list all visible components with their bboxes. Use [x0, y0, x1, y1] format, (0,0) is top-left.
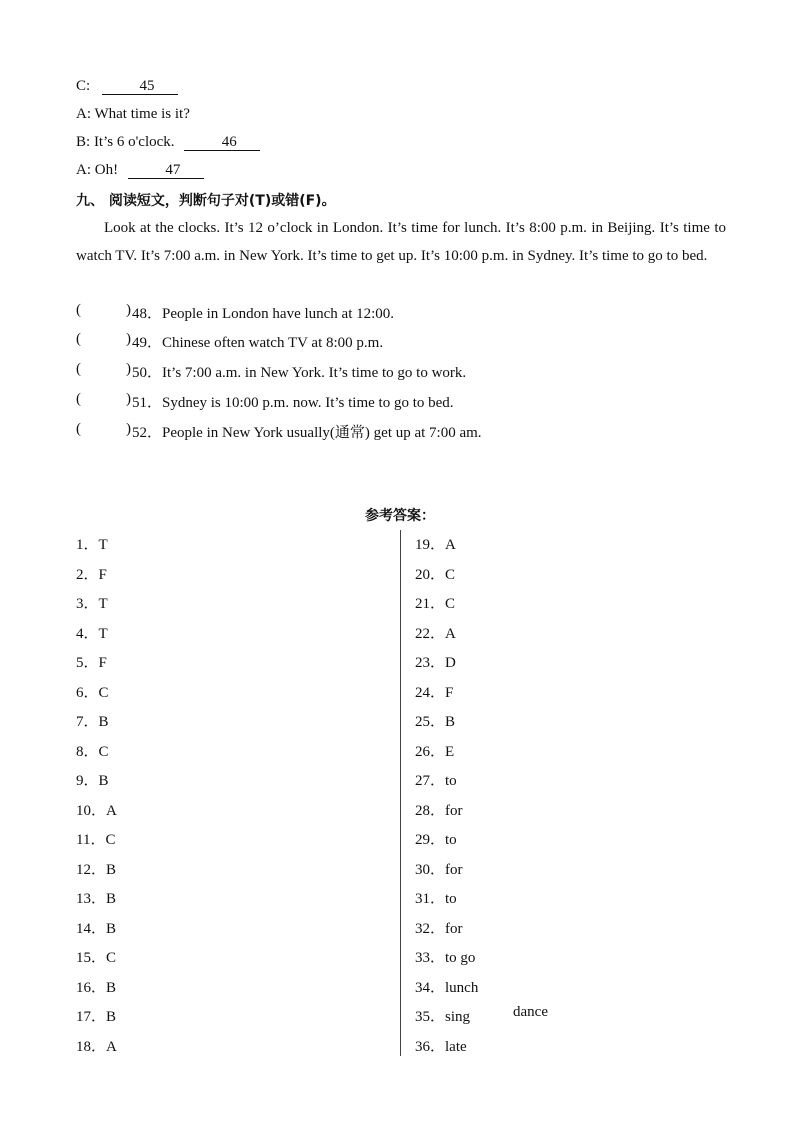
answer-item: 19．A	[415, 537, 456, 553]
answer-item: 29．to	[415, 832, 457, 848]
answer-item: 13．B	[76, 891, 117, 907]
dialogue-line-a2	[76, 162, 204, 179]
answer-blank-46: 46	[184, 135, 260, 151]
answer-item: 28．for	[415, 802, 463, 819]
dialogue-speaker: B:	[76, 134, 91, 150]
answer-blank-47: 47	[128, 163, 204, 179]
answer-35-extra: dance	[513, 1004, 548, 1020]
answer-paren-open: (	[76, 331, 81, 347]
dialogue-speaker: C:	[76, 78, 91, 94]
answer-item: 2．F	[76, 566, 107, 583]
answer-item: 1．T	[76, 537, 108, 553]
answer-paren-close: )	[126, 331, 131, 347]
answer-item: 17．B	[76, 1009, 117, 1025]
question-text: 52．People in New York usually(通常) get up at 7:00 am.	[132, 425, 482, 441]
answer-key-title: 参考答案：	[365, 508, 435, 524]
question-text: 49．Chinese often watch TV at 8:00 p.m.	[132, 335, 384, 351]
answer-item: 21．C	[415, 596, 456, 612]
answer-item: 36．late	[415, 1038, 467, 1055]
answer-item: 15．C	[76, 950, 117, 966]
answer-item: 20．C	[415, 566, 456, 583]
answer-item: 16．B	[76, 979, 117, 996]
answer-paren-close: )	[126, 302, 131, 318]
answer-item: 34．lunch	[415, 979, 479, 996]
answer-item: 25．B	[415, 714, 456, 730]
answer-item: 33．to go	[415, 950, 476, 966]
answer-item: 6．C	[76, 684, 109, 701]
answer-item: 22．A	[415, 625, 456, 642]
answer-item: 31．to	[415, 891, 457, 907]
answer-column-divider	[400, 530, 401, 1056]
dialogue-text: It’s 6 o'clock.	[93, 134, 175, 150]
question-text: 48．People in London have lunch at 12:00.	[132, 306, 395, 322]
answer-item: 35．sing	[415, 1009, 471, 1025]
answer-item: 23．D	[415, 655, 456, 671]
answer-item: 14．B	[76, 920, 117, 937]
answer-item: 27．to	[415, 773, 457, 789]
reading-passage: Look at the clocks. It’s 12 o’clock in London. It’s time for lunch. It’s 8:00 p.m. in Beijing. It’s time to watch TV. It’s 7:00 a.m. in New York. It’s time to get up. It’s 10:00 p.m. in Sydney. It’s time to go to bed.	[76, 220, 726, 264]
dialogue-line-c	[76, 78, 178, 95]
answer-paren-open: (	[76, 391, 81, 407]
answer-item: 30．for	[415, 861, 463, 878]
dialogue-line-a1	[76, 106, 190, 123]
answer-item: 32．for	[415, 920, 463, 937]
answer-paren-close: )	[126, 421, 131, 437]
answer-item: 3．T	[76, 596, 108, 612]
answer-item: 18．A	[76, 1038, 117, 1055]
section-title: 九、 阅读短文，判断句子对(T)或错(F)。	[76, 193, 336, 209]
dialogue-text: What time is it?	[94, 106, 190, 122]
answer-item: 11．C	[76, 832, 116, 848]
answer-paren-close: )	[126, 361, 131, 377]
dialogue-speaker: A:	[76, 162, 91, 178]
answer-blank-45: 45	[102, 79, 178, 95]
answer-item: 8．C	[76, 743, 109, 760]
answer-item: 7．B	[76, 714, 109, 730]
answer-paren-close: )	[126, 391, 131, 407]
answer-paren-open: (	[76, 421, 81, 437]
dialogue-line-b	[76, 134, 260, 151]
answer-paren-open: (	[76, 302, 81, 318]
question-text: 50．It’s 7:00 a.m. in New York. It’s time to go to work.	[132, 365, 467, 381]
answer-item: 9．B	[76, 773, 109, 789]
question-text: 51．Sydney is 10:00 p.m. now. It’s time to go to bed.	[132, 395, 454, 411]
answer-item: 10．A	[76, 802, 117, 819]
answer-item: 5．F	[76, 655, 107, 671]
answer-item: 26．E	[415, 743, 455, 760]
dialogue-speaker: A:	[76, 106, 91, 122]
answer-item: 24．F	[415, 684, 454, 701]
answer-item: 4．T	[76, 625, 108, 642]
dialogue-text: Oh!	[94, 162, 119, 178]
answer-paren-open: (	[76, 361, 81, 377]
answer-item: 12．B	[76, 861, 117, 878]
